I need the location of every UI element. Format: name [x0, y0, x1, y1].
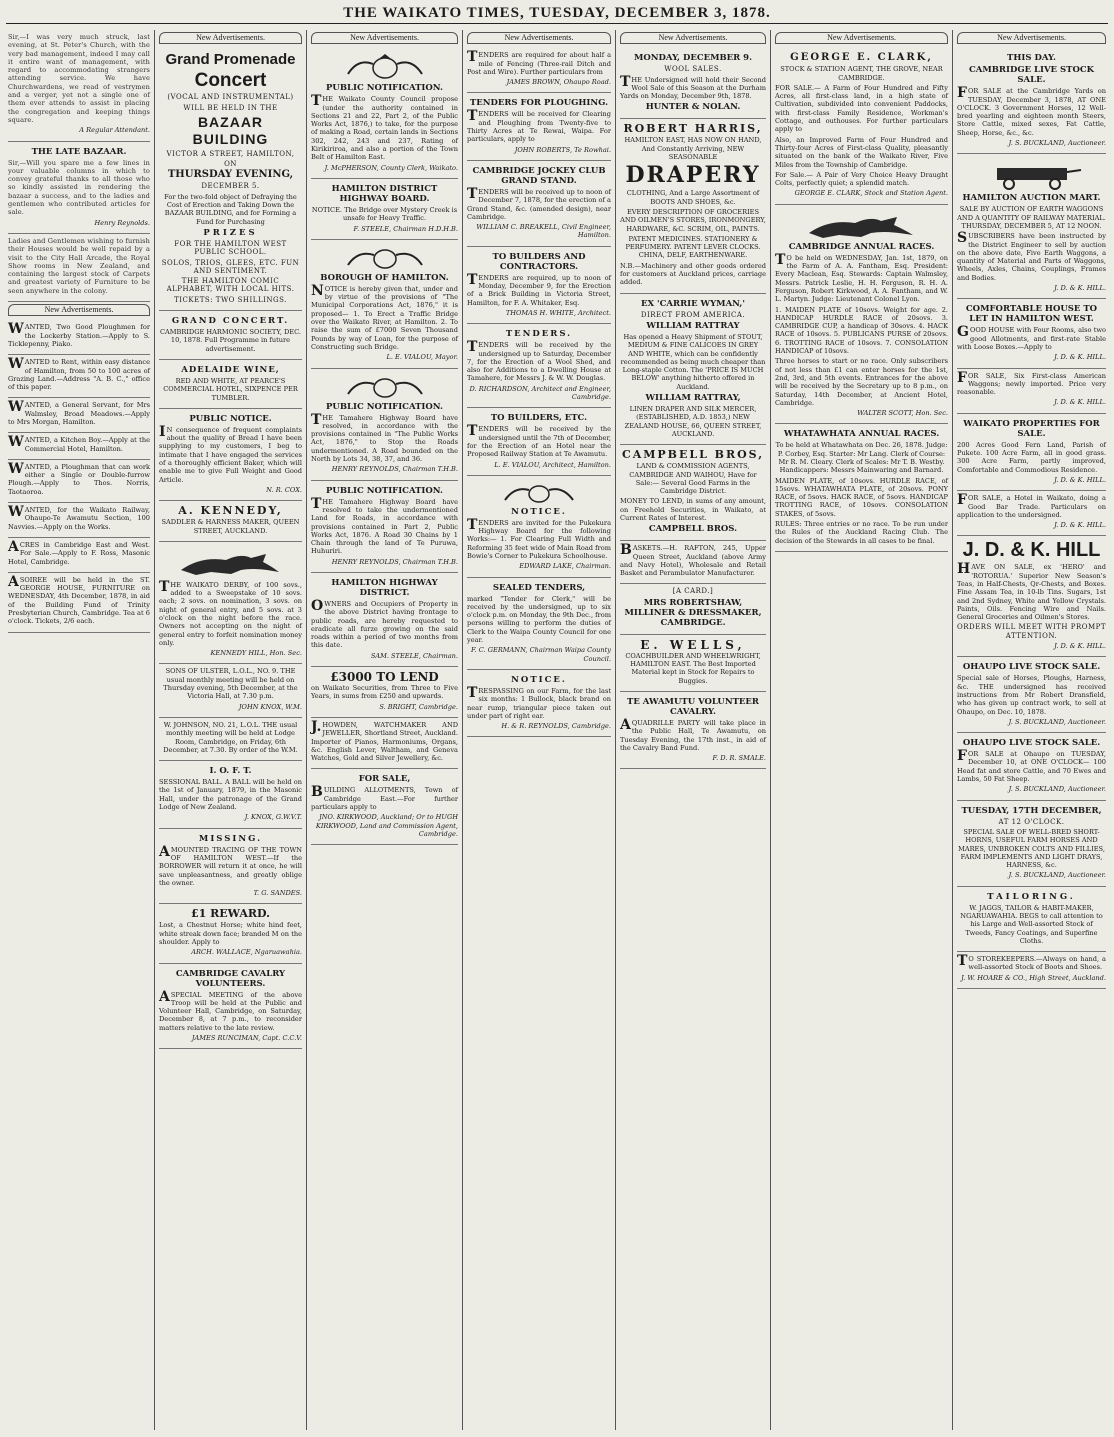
- ad-body: WANTED to Rent, within easy distance of Hamilton, from 50 to 100 acres of Grazing Land.—Address "A. B. C.," office of this paper.: [8, 356, 150, 392]
- ad-body: To be held at Whatawhata on Dec. 26, 1878. Judge: P. Corbey, Esq. Starter: Mr Lang. Clerk of Course: Mr R. M. Cleary. Clerk of Scales: Mr T. B. Westby. Handicappers: Messrs Mainwaring and Barnard.: [775, 441, 948, 475]
- wanted-ad: [8, 398, 150, 433]
- ad-signature: WALTER SCOTT, Hon. Sec.: [857, 409, 948, 418]
- ad-body: 200 Acres Good Fern Land, Parish of Pukete. 100 Acre Farm, all in good grass. 300 Acre Farm, partly improved, Comfortable and Commodious Residence.: [957, 440, 1106, 474]
- ad-title: GEORGE E. CLARK,: [790, 52, 933, 64]
- ad-signature: EDWARD LAKE, Chairman.: [519, 562, 611, 571]
- missing-ad: [159, 829, 302, 905]
- ad-title: I. O. F. T.: [209, 766, 252, 777]
- clark-stock-agent-ad: [775, 48, 948, 204]
- trespass-notice-ad: [467, 670, 611, 737]
- ad-signature: HENRY REYNOLDS, Chairman T.H.B.: [331, 557, 458, 566]
- wanted-ad: [8, 355, 150, 398]
- ad-signature: F. C. GERMANN, Chairman Waipa County Council.: [471, 646, 611, 663]
- ad-title: WAIKATO PROPERTIES FOR SALE.: [963, 418, 1100, 439]
- robertshaw-ad: [620, 584, 766, 634]
- wells-coachbuilder-ad: [620, 635, 766, 692]
- ad-text: ON: [224, 160, 237, 169]
- ad-body: SESSIONAL BALL. A BALL will be held on the 1st of January, 1879, in the Masonic Hall, under the patronage of the Grand Lodge of New Zealand.: [159, 778, 302, 812]
- ad-body: THE WAIKATO DERBY, of 100 sovs., added to a Sweepstake of 10 sovs. each; 2 sovs. on nomination, 3 sovs. on night of general entry, and 5 sovs. at 3 o'clock on the night before the race. Owners not accepting on the night of general entry to forfeit nomination money only.: [159, 578, 302, 647]
- ad-title: BOROUGH OF HAMILTON.: [320, 272, 449, 283]
- ad-text: For the two-fold object of Defraying the Cost of Erection and Taking Down the BAZAAR BUILDING, and for Forming a Fund for Purchasing: [164, 192, 297, 226]
- highway-district-ad: [311, 573, 458, 667]
- ad-signature: J. S. BUCKLAND, Auctioneer.: [1008, 785, 1106, 794]
- ulster-lodge-ad: [159, 664, 302, 717]
- column-4: [462, 30, 615, 1430]
- pukekura-notice-ad: [467, 476, 611, 578]
- wanted-ad: [8, 460, 150, 503]
- hotel-tender-ad: [467, 408, 611, 475]
- hotel-sale-ad: [957, 491, 1106, 536]
- column-1: [4, 30, 154, 1430]
- ad-body: FOR SALE at Ohaupo on TUESDAY, December 10, at ONE O'CLOCK— 100 Head fat and store Cattle, and 70 Ewes and Lambs, 50 Fat Sheep.: [957, 748, 1106, 784]
- awamutu-cavalry-ad: [620, 692, 766, 769]
- ad-headline: J. D. & K. HILL: [962, 539, 1101, 562]
- ad-title: TUESDAY, 17TH DECEMBER,: [961, 805, 1102, 816]
- ad-body: OWNERS and Occupiers of Property in the above District having frontage to public roads, are hereby requested to eradicate all furze growing on the said roads within a period of two months from this date.: [311, 597, 458, 650]
- ad-body: WANTED, Two Good Ploughmen for the Lockerby Station.—Apply to S. Ticklepenny, Piako.: [8, 321, 150, 348]
- ad-body: COACHBUILDER AND WHEELWRIGHT, HAMILTON EAST. The Best Imported Material kept in Stock for Repairs to Buggies.: [625, 651, 761, 685]
- baskets-ad: [620, 541, 766, 584]
- ad-signature: J. S. BUCKLAND, Auctioneer.: [1008, 871, 1106, 880]
- ad-date: DECEMBER 5.: [201, 182, 260, 191]
- ad-title: HAMILTON DISTRICT HIGHWAY BOARD.: [331, 183, 438, 204]
- ad-body: NOTICE. The Bridge over Mystery Creek is unsafe for Heavy Traffic.: [311, 205, 458, 223]
- wanted-ad: [8, 433, 150, 460]
- ad-body: NOTICE is hereby given that, under and by virtue of the provisions of "The Municipal Corporations Act, 1876," it is proposed— 1. To Erect a Traffic Bridge over the Waikato River, at Hamilton. 2. To raise the sum of £7000 Seven Thousand Pounds by way of Loan, for the purpose of Constructing such Bridge.: [311, 282, 458, 351]
- ad-signature: F. STEELE, Chairman H.D.H.B.: [353, 224, 458, 233]
- tamahere-roads-ad: [311, 481, 458, 573]
- ad-subtitle: [A CARD.]: [672, 587, 714, 596]
- ad-signature: GEORGE E. CLARK, Stock and Station Agent.: [794, 189, 948, 198]
- ad-title: CAMPBELL BROS,: [621, 448, 765, 462]
- ad-body: TENDERS will be received by the undersigned until the 7th of December, for the Erection of an Hotel near the Proposed Railway Station at Te Awamutu.: [467, 423, 611, 459]
- ad-text: THE HAMILTON COMIC ALPHABET, WITH LOCAL HITS.: [166, 277, 295, 294]
- ad-signature: KENNEDY HILL, Hon. Sec.: [210, 649, 302, 658]
- rattray-calicoes-ad: [620, 294, 766, 446]
- ad-title: HAMILTON AUCTION MART.: [962, 193, 1101, 204]
- ad-signature: J. KNOX, G.W.V.T.: [244, 813, 302, 822]
- ad-body: ACRES in Cambridge East and West. For Sale.—Apply to F. Ross, Masonic Hotel, Cambridge.: [8, 538, 150, 566]
- section-header: New Advertisements.: [467, 32, 611, 44]
- ad-body: ORDERS WILL MEET WITH PROMPT ATTENTION.: [957, 623, 1107, 640]
- ad-title: TE AWAMUTU VOLUNTEER CAVALRY.: [627, 696, 759, 717]
- ad-title: MONDAY, DECEMBER 9.: [633, 53, 753, 64]
- ad-date: THURSDAY EVENING,: [167, 169, 294, 181]
- ad-signature: JAMES RUNCIMAN, Capt. C.C.V.: [191, 1034, 302, 1043]
- ad-title: PUBLIC NOTIFICATION.: [326, 83, 443, 94]
- ad-title: ADELAIDE WINE,: [181, 364, 280, 375]
- ad-title: HAMILTON HIGHWAY DISTRICT.: [331, 577, 438, 598]
- ad-body: FOR SALE.— A Farm of Four Hundred and Fifty Acres, all first-class land, in a high state of Cultivation, subdivided into convenient Paddocks, with first-class Family Residence, Workman's Cottage, and outhouses. For further particulars apply to: [775, 83, 948, 134]
- royal-crest-icon: [340, 375, 430, 399]
- ad-signature: JOHN ROBERTS, Te Rowhai.: [514, 145, 611, 154]
- ad-signature: SAM. STEELE, Chairman.: [370, 651, 458, 660]
- ad-title: GRAND CONCERT.: [171, 316, 290, 327]
- letter-signature: Henry Reynolds.: [94, 218, 150, 227]
- wanted-ad: [8, 320, 150, 355]
- ad-title: FOR SALE,: [358, 774, 411, 785]
- ad-body: AQUADRILLE PARTY will take place in the Public Hall, Te Awamutu, on Tuesday Evening, the 17th inst., in aid of the Cavalry Band Fund.: [620, 716, 766, 752]
- sealed-tenders-ad: [467, 578, 611, 670]
- ad-title: TENDERS FOR PLOUGHING.: [469, 98, 609, 109]
- section-header: New Advertisements.: [159, 32, 302, 44]
- ad-body: ASPECIAL MEETING of the above Troop will be held at the Public and Volunteer Hall, Cambridge, on Saturday, December 8, at 7 p.m., to reconsider matters relative to the late review.: [159, 988, 302, 1032]
- ad-subtitle: AT 12 O'CLOCK.: [998, 817, 1065, 826]
- letter-title: THE LATE BAZAAR.: [31, 146, 127, 157]
- ad-body: TENDERS will be received by the undersigned up to Saturday, December 7, for the Erection of a Wool Shed, and also for Additions to a Dwelling House at Tamahere, for Messrs J. & W. W. Douglas.: [467, 339, 611, 383]
- masthead: THE WAIKATO TIMES, TUESDAY, DECEMBER 3, 1878.: [0, 0, 1114, 26]
- whatawhata-races-ad: [775, 424, 948, 552]
- tamahere-notification-ad: [311, 369, 458, 481]
- ad-title: Concert: [194, 70, 267, 92]
- johnson-lodge-ad: [159, 718, 302, 761]
- ad-body: PATENT MEDICINES. STATIONERY & PERFUMERY. PATENT LEVER CLOCKS. CHINA, DELF, EARTHENWARE.: [625, 234, 761, 260]
- ad-title: OHAUPO LIVE STOCK SALE.: [962, 738, 1101, 749]
- ad-signature: J. D. & K. HILL.: [1054, 521, 1106, 530]
- ad-text: PRIZES: [203, 227, 258, 238]
- ad-body: SUBSCRIBERS have been instructed by the District Engineer to sell by auction on the above date, Five Earth Waggons, a quantity of Material and Parts of Waggons, Wheels, Axles, Chains, Couplings, Frames and Bodies.: [957, 230, 1106, 282]
- waikato-derby-ad: [159, 542, 302, 665]
- section-header: New Advertisements.: [620, 32, 766, 44]
- notice-body: Ladies and Gentlemen wishing to furnish their Houses would be well repaid by a visit to the City Hall Arcade, the Royal Show rooms in New Zealand, and containing the largest stock of Carpets and greatest variety of Furniture to be seen anywhere in the colony.: [8, 236, 150, 295]
- section-header: New Advertisements.: [8, 304, 150, 316]
- ad-body: WANTED, for the Waikato Railway, Ohaupo-Te Awamutu Section, 100 Navvies.—Apply on the Works.: [8, 504, 150, 531]
- ad-title: WILLIAM RATTRAY,: [645, 393, 741, 404]
- ad-signature: CAMPBELL BROS.: [648, 524, 738, 535]
- ad-body: SPECIAL SALE OF WELL-BRED SHORT-HORNS, USEFUL FARM HORSES AND MARES, UNBROKEN COLTS AND FILLIES, FARM IMPLEMENTS AND LIGHT DRAYS, HARNESS, &c.: [958, 827, 1105, 870]
- soiree-ad: [8, 573, 150, 633]
- ad-title: NOTICE.: [511, 674, 567, 685]
- cambridge-live-stock-ad: [957, 48, 1106, 154]
- ad-subtitle: WOOL SALES.: [664, 65, 722, 74]
- ad-title: MRS ROBERTSHAW, MILLINER & DRESSMAKER, CAMBRIDGE.: [624, 597, 762, 628]
- fencing-tender-ad: [467, 48, 611, 93]
- ad-title: Grand Promenade: [165, 51, 296, 69]
- royal-crest-icon: [499, 482, 579, 504]
- tailoring-ad: [957, 887, 1106, 952]
- ad-signature: D. RICHARDSON, Architect and Engineer, Cambridge.: [469, 384, 611, 402]
- column-3: [306, 30, 462, 1430]
- ad-title: CAMBRIDGE CAVALRY VOLUNTEERS.: [175, 968, 286, 989]
- ad-body: Also, an Improved Farm of Four Hundred and Thirty-four Acres of First-class Quality, pleasantly situated on the bank of the Waikato River, Five Miles from the Township of Cambridge.: [775, 135, 948, 169]
- jdk-hill-merchants-ad: [957, 536, 1106, 657]
- ad-body: TRESPASSING on our Farm, for the last six months: 1 Bullock, black brand on near rump, triangular piece taken out under part of right ear.: [467, 684, 611, 720]
- ad-signature: F. D. R. SMALE.: [712, 754, 766, 763]
- ad-title: OHAUPO LIVE STOCK SALE.: [962, 662, 1101, 673]
- waggons-sale-ad: [957, 369, 1106, 414]
- ad-title: TO BUILDERS AND CONTRACTORS.: [492, 251, 586, 272]
- ad-headline: DRAPERY: [625, 162, 761, 189]
- ad-body: LAND & COMMISSION AGENTS, CAMBRIDGE AND WAIHOU, Have for Sale:— Several Good Farms in the Cambridge District.: [629, 462, 757, 496]
- ad-title: WHATAWHATA ANNUAL RACES.: [783, 429, 940, 440]
- shorthorns-sale-ad: [957, 801, 1106, 887]
- ad-title: EX 'CARRIE WYMAN,': [641, 298, 745, 309]
- ad-body: SALE BY AUCTION OF EARTH WAGGONS AND A QUANTITY OF RAILWAY MATERIAL. THURSDAY, DECEMBER 5, AT 12 NOON.: [957, 205, 1106, 230]
- ohaupo-horses-ad: [957, 657, 1106, 733]
- column-7: [952, 30, 1110, 1430]
- allotments-ad: [311, 769, 458, 845]
- kennedy-saddler-ad: [159, 501, 302, 542]
- letter-bazaar: [8, 142, 150, 234]
- ad-body: GOOD HOUSE with Four Rooms, also two good Allotments, and first-rate Stable with Loose Boxes.—Apply to: [957, 324, 1106, 351]
- wagon-icon: [977, 160, 1087, 190]
- ad-title: TO BUILDERS, ETC.: [490, 413, 588, 424]
- howden-jeweller-ad: [311, 718, 458, 769]
- ad-body: WANTED, a General Servant, for Mrs Walmsley, Broad Meadows.—Apply to Mrs Morgan, Hamilton.: [8, 399, 150, 426]
- ad-signature: H. & R. REYNOLDS, Cambridge.: [501, 722, 611, 731]
- jockey-club-ad: [467, 161, 611, 247]
- ad-title: ROBERT HARRIS,: [623, 122, 763, 136]
- ad-subtitle: DIRECT FROM AMERICA.: [640, 310, 746, 319]
- ad-body: THE Tamahere Highway Board have resolved to take the undermentioned Land for Roads, in accordance with provisions contained in Part 2, Public Works Act, 1876. A Road 30 Chains by 1 Chain through the land of Te Puruwa, Huhuriri.: [311, 495, 458, 556]
- racehorse-icon: [171, 548, 291, 578]
- ad-signature: J. D. & K. HILL.: [1054, 475, 1106, 484]
- ad-body: TO STOREKEEPERS.—Always on hand, a well-assorted Stock of Boots and Shoes.: [957, 953, 1106, 972]
- ad-body: FOR SALE at the Cambridge Yards on TUESDAY, December 3, 1878, AT ONE O'CLOCK. 3 Government Horses, 12 Well-bred yearling and eighteen month Steers, Store Cattle, mixed sexes, Fat Cattle, Sheep, Horse, &c., &c.: [957, 85, 1106, 137]
- ad-address: VICTOR A STREET, HAMILTON,: [166, 149, 295, 158]
- wanted-ad: [8, 503, 150, 538]
- ad-signature: J. S. BUCKLAND, Auctioneer.: [1008, 139, 1106, 148]
- ad-body: Special sale of Horses, Ploughs, Harness, &c. THE undersigned has received instructions from Mr Robert Dransfield, who has given up contract work, to sell at Ohaupo, on Dec. 10, 1878.: [957, 674, 1106, 716]
- ad-body: Has opened a Heavy Shipment of STOUT, MEDIUM & FINE CALICOES IN GREY AND WHITE, which can be confidently recommended as being much cheaper than Long-staple Cotton. The 'PRICE IS MUCH BELOW' anything hitherto offered in Auckland.: [620, 332, 766, 391]
- ad-signature: J. D. & K. HILL.: [1054, 353, 1106, 362]
- ad-body: HAVE ON SALE, ex 'HERO' and 'ROTORUA.' Superior New Season's Teas, in Half-Chests, Qr-Chests, and Boxes. Fine Assam Tea, in 10-lb Tins. Sugars, 1st and 2nd Sydney, White and Yellow Crystals. Paints, Oils. Fencing Wire and Nails. General Groceries and Oilmen's Stores.: [957, 561, 1106, 622]
- ad-body: TENDERS are required, up to noon of Monday, December 9, for the Erection of a Brick Building in Victoria Street, Hamilton, for F. A. Whitaker, Esq.: [467, 271, 611, 307]
- ad-title: SEALED TENDERS,: [492, 582, 586, 593]
- royal-crest-icon: [340, 246, 430, 270]
- ad-subtitle: HAMILTON EAST, HAS NOW ON HAND, And Constantly Arriving, NEW SEASONABLE: [624, 136, 762, 162]
- ad-signature: WILLIAM C. BREAKELL, Civil Engineer, Hamilton.: [476, 223, 611, 240]
- promenade-concert-ad: [159, 48, 302, 311]
- ad-title: WILLIAM RATTRAY: [646, 320, 740, 331]
- ad-subtitle: STOCK & STATION AGENT, THE GROVE, NEAR CAMBRIDGE.: [780, 65, 943, 82]
- ad-body: marked "Tender for Clerk," will be received by the undersigned, up to six o'clock p.m. on Monday, the 9th Dec., from persons willing to perform the duties of Clerk to the Waipa County Council for one year.: [467, 594, 611, 645]
- harris-drapery-ad: [620, 119, 766, 293]
- ad-body: THE Waikato County Council propose (under the authority contained in Sections 21 and 22, Part 2, of the Public Works Act, 1876,) to take, for the purpose of making a Road, certain lands in Sections 302, 242, 243 and 237, Rating of Kirikiriroa, and also a portion of the Town Belt of Hamilton East.: [311, 93, 458, 162]
- ad-body: SONS OF ULSTER, L.O.L., NO. 9. THE usual monthly meeting will be held on Thursday evening, 5th December, at the Victoria Hall, at 7.30 p.m.: [163, 667, 298, 701]
- ad-signature: L. E. VIALOU, Mayor.: [386, 353, 458, 362]
- ad-body: CAMBRIDGE HARMONIC SOCIETY, DEC. 10, 1878. Full Programme in future advertisement.: [159, 328, 302, 353]
- ad-body: N.B.—Machinery and other goods ordered for customers at Auckland prices, carriage added.: [620, 261, 766, 287]
- section-header: New Advertisements.: [311, 32, 458, 44]
- adelaide-wine-ad: [159, 360, 302, 409]
- ad-title: NOTICE.: [511, 506, 567, 517]
- ad-body: WANTED, a Kitchen Boy.—Apply at the Commercial Hotel, Hamilton.: [8, 434, 150, 453]
- ad-body: TENDERS will be received for Clearing and Ploughing from Twenty-five to Thirty Acres at Te Rewai, Waipa. For particulars, apply to: [467, 108, 611, 144]
- ad-text: SOLOS, TRIOS, GLEES, ETC. FUN AND SENTIMENT.: [161, 258, 300, 275]
- ad-body: J.HOWDEN, WATCHMAKER AND JEWELLER, Shortland Street, Auckland. Importer of Pianos, Harmoniums, Organs, &c. English Lever, Waltham, and Geneva Watches, Gold and Silver Jewellery, &c.: [311, 718, 458, 763]
- column-5: [615, 30, 770, 1430]
- hamilton-auction-mart-ad: [957, 154, 1106, 299]
- ad-body: RED AND WHITE, AT PEARCE'S COMMERCIAL HOTEL, SIXPENCE PER TUMBLER.: [163, 376, 298, 402]
- wool-shed-tender-ad: [467, 324, 611, 408]
- royal-crest-icon: [340, 54, 430, 80]
- builders-ad: [467, 247, 611, 324]
- ad-body: BASKETS.—H. RAFTON, 245, Upper Queen Street, Auckland (above Army and Navy Hotel), Wholesale and Retail Basket and Perambulator Manufacturer.: [620, 542, 766, 578]
- ad-venue: BAZAAR BUILDING: [192, 113, 269, 147]
- ad-subtitle: (VOCAL AND INSTRUMENTAL): [167, 93, 294, 102]
- ad-body: TENDERS are invited for the Pukekura Highway Board for the following Works:— 1. For Clearing Full Width and Reforming 35 feet wide of Main Road from Bowie's Corner to Pukekura Schoolhouse.: [467, 516, 611, 560]
- highway-board-ad: [311, 179, 458, 240]
- ad-body: ASOIREE will be held in the ST. GEORGE HOUSE, FURNITURE on WEDNESDAY, 4th December, 1878, in aid of the Building Fund of Trinity Presbyterian Church, Cambridge. Tea at 6 o'clock. Tickets, 2/6 each.: [8, 573, 150, 626]
- ad-body: SADDLER & HARNESS MAKER, QUEEN STREET, AUCKLAND.: [161, 518, 300, 535]
- ad-body: W. JAGGS, TAILOR & HABIT-MAKER, NGARUAWAHIA. BEGS to call attention to his Large and Well-assorted Stock of Tweeds, Fancy Coatings, and Superfine Cloths.: [960, 903, 1103, 945]
- ad-body: LINEN DRAPER AND SILK MERCER, (ESTABLISHED, A.D. 1853,) NEW ZEALAND HOUSE, 66, QUEEN STREET, AUCKLAND.: [624, 405, 762, 438]
- ad-body: AMOUNTED TRACING OF THE TOWN OF HAMILTON WEST.—If the BORROWER will return it at once, he will save unpleasantness, and greatly oblige the owner.: [159, 843, 302, 887]
- cambridge-races-ad: [775, 205, 948, 425]
- ad-signature: HUNTER & NOLAN.: [645, 102, 741, 113]
- ad-body: THE Tamahere Highway Board have resolved, in accordance with the provisions contained in "The Public Works Act, 1876," to Stop the Roads undermentioned. A Road bounded on the North by Lots 34, 38, 37, and 36.: [311, 411, 458, 464]
- ad-title: CAMBRIDGE ANNUAL RACES.: [788, 241, 935, 252]
- ploughing-tender-ad: [467, 93, 611, 160]
- ad-body: W. JOHNSON, NO. 21, L.O.L. THE usual monthly meeting will be held at Lodge Room, Cambridge, on Friday, 6th December, at 7.30. By order of the W.M.: [163, 720, 298, 754]
- letter-body: Sir,—I was very much struck, last evening, at St. Peter's Church, with the very bad management, indeed I may call it entire want of management, with regard to accommodating strangers attending service. We have Churchwardens, we read of vestrymen and a verger, yet not a single one of them ever attends to assist in placing the congregation and keeping things square.: [8, 33, 150, 124]
- cavalry-ad: [159, 964, 302, 1050]
- racehorse-icon: [797, 211, 927, 239]
- ad-body: FOR SALE, a Hotel in Waikato, doing a Good Bar Trade. Particulars on application to the undersigned.: [957, 492, 1106, 519]
- ad-title: CAMBRIDGE JOCKEY CLUB GRAND STAND.: [472, 165, 606, 186]
- campbell-bros-ad: [620, 445, 766, 541]
- ad-signature: T. G. SANDES.: [253, 889, 302, 898]
- loan-ad: [311, 667, 458, 718]
- ad-signature: JOHN KNOX, W.M.: [238, 702, 302, 711]
- ad-signature: THOMAS H. WHITE, Architect.: [505, 308, 611, 317]
- furniture-notice: [8, 234, 150, 302]
- ad-signature: J. S. BUCKLAND, Auctioneer.: [1008, 717, 1106, 726]
- section-header: New Advertisements.: [775, 32, 948, 44]
- column-2: [154, 30, 306, 1430]
- ad-signature: HENRY REYNOLDS, Chairman T.H.B.: [331, 465, 458, 474]
- ad-signature: J. D. & K. HILL.: [1054, 642, 1106, 651]
- iof-ball-ad: [159, 761, 302, 828]
- ohaupo-cattle-ad: [957, 733, 1106, 800]
- ad-body: EVERY DESCRIPTION OF GROCERIES AND OILMEN'S STORES, IRONMONGERY, HARDWARE, &C. SCRIM, OIL, PAINTS.: [620, 207, 766, 233]
- storekeepers-ad: [957, 952, 1106, 989]
- ad-signature: ARCH. WALLACE, Ngaruawahia.: [191, 948, 302, 957]
- ad-signature: N. R. COX.: [266, 485, 302, 494]
- ad-body: FOR SALE, Six First-class American Waggons; newly imported. Price very reasonable.: [957, 369, 1106, 397]
- ad-title: PUBLIC NOTICE.: [189, 413, 272, 424]
- ad-signature: JAMES BROWN, Ohaupo Road.: [506, 78, 611, 87]
- ad-title: THIS DAY.: [1007, 53, 1056, 64]
- ad-signature: J. D. & K. HILL.: [1054, 398, 1106, 407]
- house-to-let-ad: [957, 299, 1106, 368]
- ad-title: A. KENNEDY,: [178, 504, 283, 518]
- ad-body: TO be held on WEDNESDAY, Jan. 1st, 1879, on the Farm of A. A. Fantham, Esq. President: Every Maclean, Esq. Stewards: Captain Walmsley, Messrs. Patrick Leslie, H. H. Ferguson, R. H. A. Ferguson, Robert Kirkwood, A. A. Fantham, and W. L. Martyn. Judge: Lieutenant Colonel Lyon.: [775, 251, 948, 304]
- letter-body: Sir,—Will you spare me a few lines in your valuable columns in which to convey grateful thanks to all those who so kindly assisted in rendering the bazaar a success, and to the ladies and gentlemen who contributed articles for sale.: [8, 158, 150, 217]
- ad-body: Lost, a Chestnut Horse; white hind feet, white streak down face; branded M on the shoulder. Apply to: [159, 921, 302, 946]
- race-list: 1. MAIDEN PLATE of 10sovs. Weight for age. 2. HANDICAP HURDLE RACE of 20sovs. 3. CAMBRIDGE CUP, a handicap of 30sovs. 4. HACK RACE of 10sovs. 5. PUBLICANS PURSE of 20sovs. 6. TROTTING RACE of 10sovs. 7. CONSOLATION HANDICAP of 10sovs.: [775, 305, 948, 356]
- ad-signature: J. D. & K. HILL.: [1054, 284, 1106, 293]
- ad-body: THE Undersigned will hold their Second Wool Sale of this Season at the Durham Yards on Monday, December 9th, 1878.: [620, 73, 766, 101]
- ad-body: For Sale.— A Pair of Very Choice Heavy Draught Colts, perfectly quiet; a splendid match.: [775, 170, 948, 188]
- ad-body: IN consequence of frequent complaints about the quality of Bread I have been supplying to my customers, I beg to intimate that I have engaged the services of a thoroughly efficient Baker, which will enable me to give Full Weight and Good Article.: [159, 423, 302, 484]
- ad-signature: JNO. KIRKWOOD, Auckland; Or to HUGH KIRKWOOD, Land and Commission Agent, Cambridge.: [315, 813, 458, 838]
- ad-signature: J. McPHERSON, County Clerk, Waikato.: [324, 163, 458, 172]
- ad-body: BUILDING ALLOTMENTS, Town of Cambridge East.—For further particulars apply to: [311, 784, 458, 812]
- reward-ad: [159, 904, 302, 963]
- ad-body: MONEY TO LEND, in sums of any amount, on Freehold Securities, in Waikato, at Current Rates of Interest.: [620, 497, 766, 522]
- ad-text: FOR THE HAMILTON WEST PUBLIC SCHOOL.: [174, 239, 287, 257]
- ad-signature: S. BRIGHT, Cambridge.: [379, 702, 458, 711]
- ad-body: on Waikato Securities, from Three to Five Years, in sums from £250 and upwards.: [311, 684, 458, 701]
- ad-title: £1 REWARD.: [191, 907, 270, 921]
- ad-body: TENDERS are required for about half a mile of Fencing (Three-rail Ditch and Post and Wire). Further particulars from: [467, 49, 611, 76]
- letter-church: [8, 30, 150, 142]
- waikato-properties-ad: [957, 414, 1106, 491]
- ad-body: WANTED, a Ploughman that can work either a Single or Double-furrow Plough.—Apply to Thos. Norris, Taotaoroa.: [8, 460, 150, 496]
- race-list: MAIDEN PLATE, of 10sovs. HURDLE RACE, of 15sovs. WHATAWHATA PLATE, of 20sovs. PONY RACE, of 5sovs. HACK RACE, of 5sovs. HANDICAP TROTTING RACE, of 10sovs. CONSOLATION STAKES, of 5sovs.: [775, 476, 948, 518]
- ad-title: PUBLIC NOTIFICATION.: [326, 401, 443, 412]
- ad-title: CAMBRIDGE LIVE STOCK SALE.: [968, 65, 1095, 86]
- ad-body: Three horses to start or no race. Only subscribers of not less than £1 can enter horses for the 1st, 2nd, 3rd, and 5th events. Entrances for the above will be received by the Secretary up to 8 p.m., on Saturday, 14th December, at Ancient Hotel, Cambridge.: [775, 357, 948, 407]
- ad-text: TICKETS: TWO SHILLINGS.: [174, 295, 287, 304]
- ad-signature: L. E. VIALOU, Architect, Hamilton.: [494, 460, 611, 469]
- ad-body: TENDERS will be received up to noon of December 7, 1878, for the erection of a Grand Stand, &c. (amended design), near Cambridge.: [467, 185, 611, 221]
- grand-concert-ad: [159, 311, 302, 360]
- ad-title: £3000 TO LEND: [330, 670, 439, 685]
- ad-body: CLOTHING, And a Large Assortment of BOOTS AND SHOES, &c.: [626, 189, 760, 206]
- ad-body: RULES: Three entries or no race. To be run under the Rules of the Auckland Racing Club. The decision of the Stewards in all cases to be final.: [775, 520, 948, 545]
- ad-title: TENDERS.: [505, 329, 573, 340]
- section-header: New Advertisements.: [957, 32, 1106, 44]
- acres-ad: [8, 538, 150, 573]
- ad-title: COMFORTABLE HOUSE TO LET IN HAMILTON WEST.: [965, 304, 1098, 325]
- wool-sales-ad: [620, 48, 766, 119]
- ad-title: TAILORING.: [987, 891, 1076, 902]
- ad-title: PUBLIC NOTIFICATION.: [326, 485, 443, 496]
- column-6: [770, 30, 952, 1430]
- ad-subtitle: WILL BE HELD IN THE: [183, 103, 278, 112]
- ad-signature: J. W. HOARE & CO., High Street, Auckland.: [961, 973, 1106, 982]
- bread-notice-ad: [159, 409, 302, 501]
- borough-hamilton-ad: [311, 240, 458, 369]
- letter-signature: A Regular Attendant.: [79, 126, 150, 135]
- ad-title: E. WELLS,: [640, 637, 746, 652]
- ad-title: MISSING.: [198, 833, 263, 844]
- county-notification-ad: [311, 48, 458, 179]
